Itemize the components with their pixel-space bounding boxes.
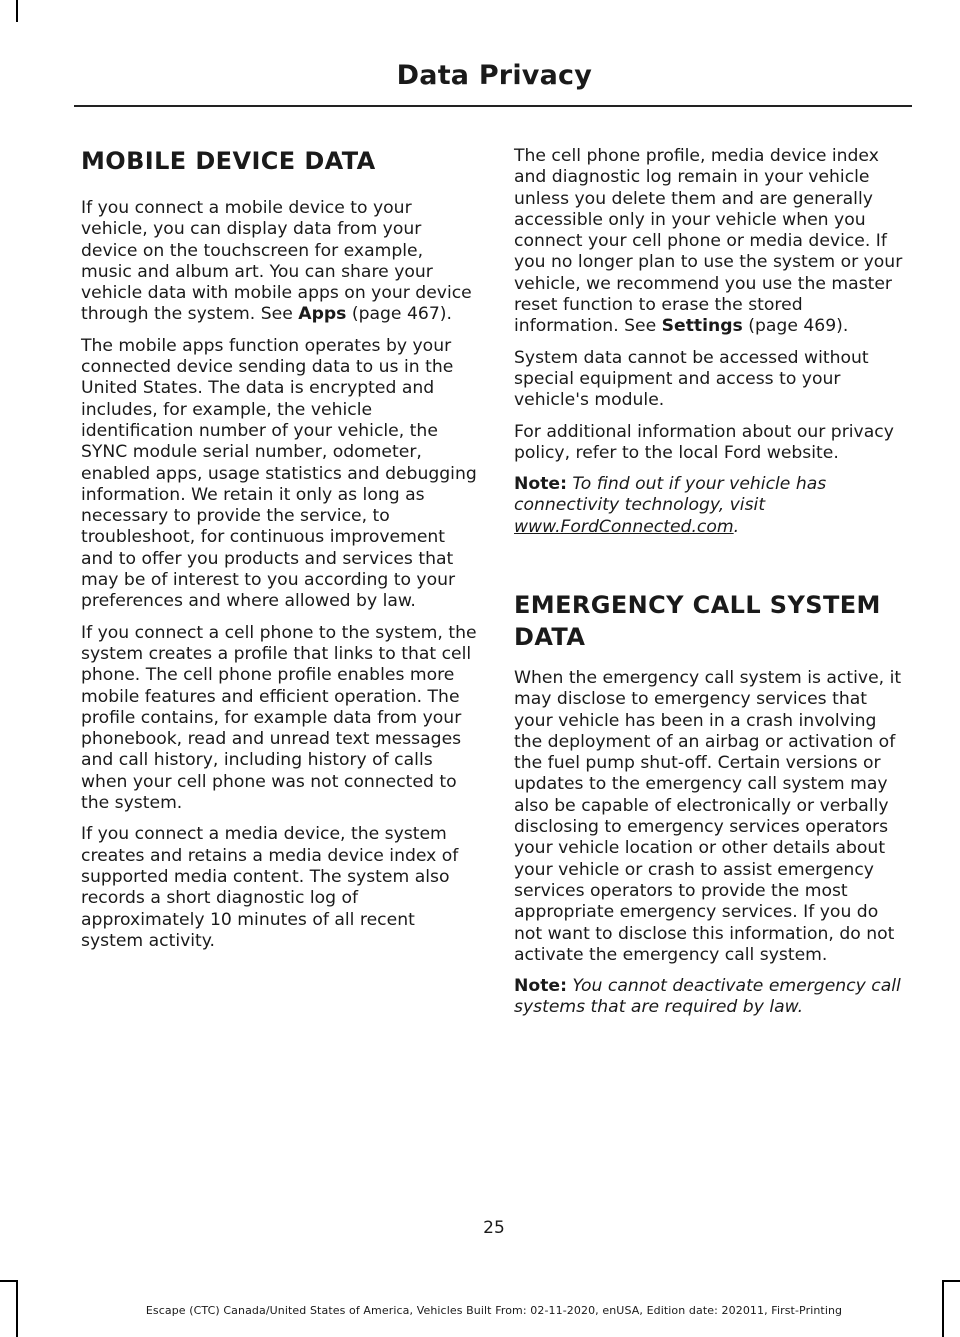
paragraph: System data cannot be accessed without special equipment and access to your vehicle's module. (514, 347, 869, 411)
page-title: Data Privacy (396, 60, 592, 91)
crop-mark-top-left (16, 0, 18, 22)
section-heading-mobile-device-data: MOBILE DEVICE DATA (81, 147, 376, 175)
note: Note: To find out if your vehicle has connectivity technology, visit www.FordConnected.com. (514, 474, 827, 537)
page-number: 25 (483, 1218, 505, 1238)
note: Note: You cannot deactivate emergency call systems that are required by law. (514, 976, 901, 1018)
crop-mark-bottom-right-h (942, 1280, 960, 1282)
right-column-lower (514, 668, 910, 1029)
ford-connected-link[interactable]: www.FordConnected.com (514, 516, 734, 537)
paragraph: The cell phone profile, media device index and diagnostic log remain in your vehicle unless you delete them and are generally accessible only in your vehicle when you connect your cell phone or media device. If you no longer plan to use the system or your vehicle, we recommend you use the master reset function to erase the stored information. See Settings (page 469). (514, 146, 903, 337)
footer-edition-info: Escape (CTC) Canada/United States of America, Vehicles Built From: 02-11-2020, enUSA, Edition date: 202011, First-Printing (145, 1304, 843, 1317)
header-divider (74, 105, 912, 107)
paragraph: The mobile apps function operates by your connected device sending data to us in the United States. The data is encrypted and includes, for example, the vehicle identification number of your vehicle, the SYNC module serial number, odometer, enabled apps, usage statistics and debugging information. We retain it only as long as necessary to provide the service, to troubleshoot, for continuous improvement and to offer you products and services that may be of interest to you according to your preferences and where allowed by law. (81, 335, 477, 612)
section-heading-emergency-call-system-data: EMERGENCY CALL SYSTEM DATA (514, 591, 881, 651)
paragraph: If you connect a cell phone to the system, the system creates a profile that links to that cell phone. The cell phone profile enables more mobile features and efficient operation. The profile contains, for example data from your phonebook, read and unread text messages and call history, including history of calls when your cell phone was not connected to the system. (81, 622, 477, 814)
right-column (514, 146, 910, 548)
crop-mark-bottom-left-h (0, 1280, 18, 1282)
paragraph: If you connect a mobile device to your vehicle, you can display data from your device on the touchscreen for example, music and album art. You can share your vehicle data with mobile apps on your device through the system. See Apps (page 467). (81, 198, 472, 325)
paragraph: When the emergency call system is active, it may disclose to emergency services that your vehicle has been in a crash involving the deployment of an airbag or activation of the fuel pump shut-off. Certain versions or updates to the emergency call system may also be capable of electronically or verbally disclosing to emergency services operators your vehicle location or other details about your vehicle or crash to assist emergency services operators to provide the most appropriate emergency services. If you do not want to disclose this information, do not activate the emergency call system. (514, 668, 902, 965)
cross-reference-apps[interactable]: Apps (298, 304, 347, 325)
cross-reference-settings[interactable]: Settings (661, 316, 743, 337)
paragraph: For additional information about our privacy policy, refer to the local Ford website. (514, 421, 894, 463)
paragraph: If you connect a media device, the system creates and retains a media device index of supported media content. The system also records a short diagnostic log of approximately 10 minutes of all recent system activity. (81, 824, 459, 951)
left-column (81, 146, 477, 962)
